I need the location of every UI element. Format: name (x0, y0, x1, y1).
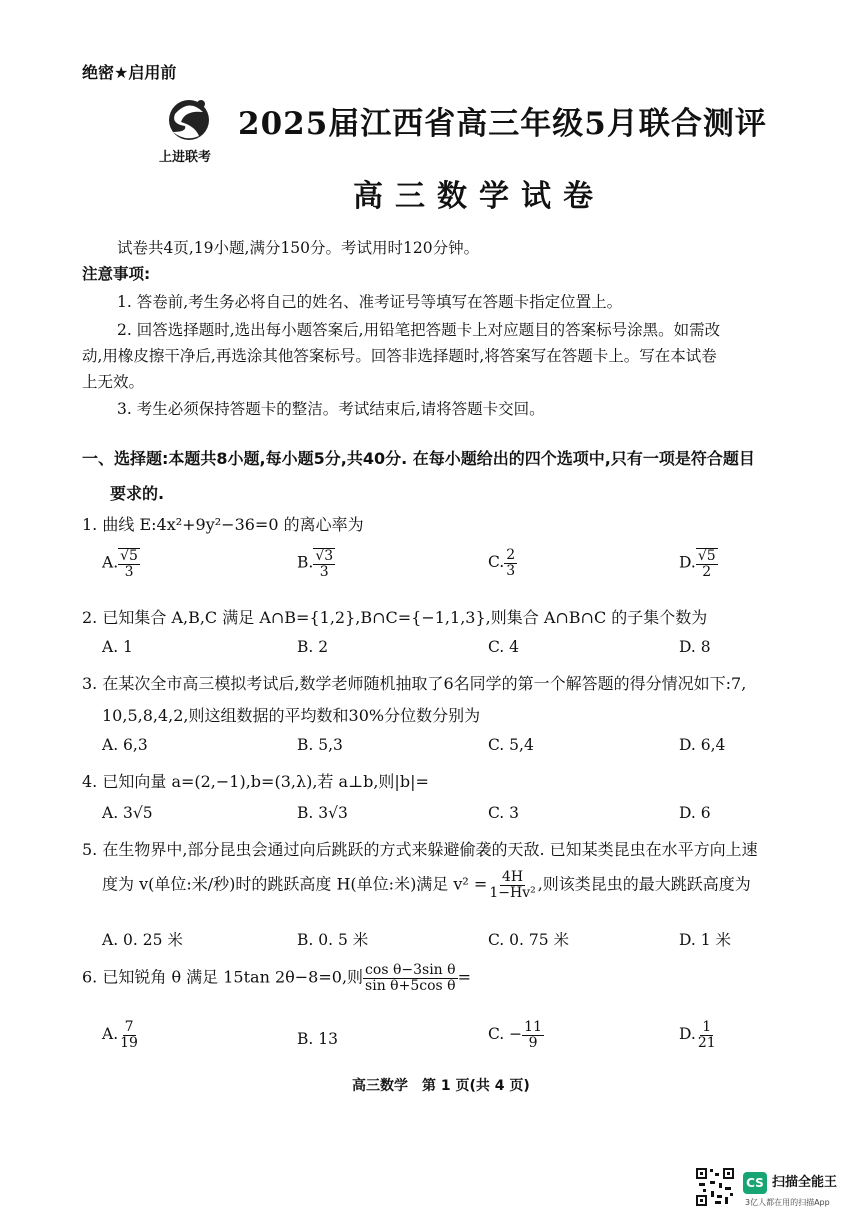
question-1-option-a: A. $\frac{√5}{3}$ (102, 548, 138, 580)
qr-code-icon (695, 1167, 735, 1207)
question-3-option-b: B. 5,3 (297, 736, 343, 754)
question-2-option-c: C. 4 (488, 638, 520, 656)
logo (155, 92, 227, 164)
question-2-option-d: D. 8 (679, 638, 711, 656)
question-6-stem: 6. 已知锐角 θ 满足 15tan 2θ−8=0,则 $\frac{\text{cos θ−3sin θ}}{\text{sin θ+5cos θ}}$ = (82, 962, 471, 994)
exam-title: 2025届江西省高三年级5月联合测评 (238, 106, 767, 142)
question-6-option-d: D. $\frac{1}{21}$ (679, 1019, 716, 1051)
question-1-option-b: B. $\frac{√3}{3}$ (297, 548, 334, 580)
section-heading: 一、选择题:本题共8小题,每小题5分,共40分. 在每小题给出的四个选项中,只有一项是符合题目 (82, 449, 755, 468)
scanner-app-name: 扫描全能王 (772, 1175, 838, 1190)
question-5-option-a: A. 0. 25 米 (102, 931, 183, 949)
cs-scanner-badge: CS (743, 1172, 767, 1194)
section-heading-cont: 要求的. (110, 484, 165, 503)
question-2-option-b: B. 2 (297, 638, 329, 656)
question-5-option-c: C. 0. 75 米 (488, 931, 570, 949)
question-3-option-a: A. 6,3 (102, 736, 148, 754)
question-5-stem-line-1: 5. 在生物界中,部分昆虫会通过向后跳跃的方式来躲避偷袭的天敌. 已知某类昆虫在水平方向上速 (82, 840, 758, 859)
notes-title: 注意事项: (82, 265, 151, 283)
note-item-2-line-2: 动,用橡皮擦干净后,再选涂其他答案标号。回答非选择题时,将答案写在答题卡上。写在本试卷 (82, 347, 717, 365)
question-4-option-a: A. 3√5 (102, 804, 153, 822)
page-footer: 高三数学 第 1 页(共 4 页) (352, 1078, 530, 1094)
question-4-option-b: B. 3√3 (297, 804, 348, 822)
question-4-option-d: D. 6 (679, 804, 711, 822)
question-2-stem: 2. 已知集合 A,B,C 满足 A∩B={1,2},B∩C={−1,1,3},则集合 A∩B∩C 的子集个数为 (82, 608, 708, 627)
note-item-2-line-1: 2. 回答选择题时,选出每小题答案后,用铅笔把答题卡上对应题目的答案标号涂黑。如需改 (117, 321, 721, 339)
question-3-option-c: C. 5,4 (488, 736, 534, 754)
question-3-stem-line-1: 3. 在某次全市高三模拟考试后,数学老师随机抽取了6名同学的第一个解答题的得分情况如下:7, (82, 674, 747, 693)
subject-title: 高三数学试卷 (353, 179, 605, 214)
question-5-stem-line-2: 度为 v(单位:米/秒)时的跳跃高度 H(单位:米)满足 v² = $\frac{4H}{\text{1−Hv²}}$ ,则该类昆虫的最大跳跃高度为 (102, 869, 751, 901)
question-4-stem: 4. 已知向量 a=(2,−1),b=(3,λ),若 a⊥b,则|b|= (82, 772, 429, 791)
question-6-option-c: C. − $\frac{11}{9}$ (488, 1019, 542, 1051)
question-4-option-c: C. 3 (488, 804, 520, 822)
question-6-option-b: B. 13 (297, 1030, 338, 1048)
question-5-option-d: D. 1 米 (679, 931, 732, 949)
note-item-1: 1. 答卷前,考生务必将自己的姓名、准考证号等填写在答题卡指定位置上。 (117, 293, 623, 311)
logo-text: 上进联考 (159, 150, 212, 165)
question-3-stem-line-2: 10,5,8,4,2,则这组数据的平均数和30%分位数分别为 (102, 706, 481, 725)
top-secret-label: 绝密★启用前 (82, 63, 177, 82)
exam-intro: 试卷共4页,19小题,满分150分。考试用时120分钟。 (117, 239, 480, 257)
question-6-option-a: A. $\frac{7}{19}$ (102, 1019, 138, 1051)
question-5-option-b: B. 0. 5 米 (297, 931, 369, 949)
note-item-3: 3. 考生必须保持答题卡的整洁。考试结束后,请将答题卡交回。 (117, 400, 545, 418)
question-1-stem: 1. 曲线 E:4x²+9y²−36=0 的离心率为 (82, 515, 364, 534)
note-item-2-line-3: 上无效。 (82, 373, 145, 391)
question-1-option-d: D. $\frac{√5}{2}$ (679, 548, 716, 580)
question-2-option-a: A. 1 (102, 638, 133, 656)
scanner-tagline: 3亿人都在用的扫描App (745, 1198, 830, 1207)
question-3-option-d: D. 6,4 (679, 736, 726, 754)
question-1-option-c: C. $\frac{2}{3}$ (488, 547, 516, 579)
